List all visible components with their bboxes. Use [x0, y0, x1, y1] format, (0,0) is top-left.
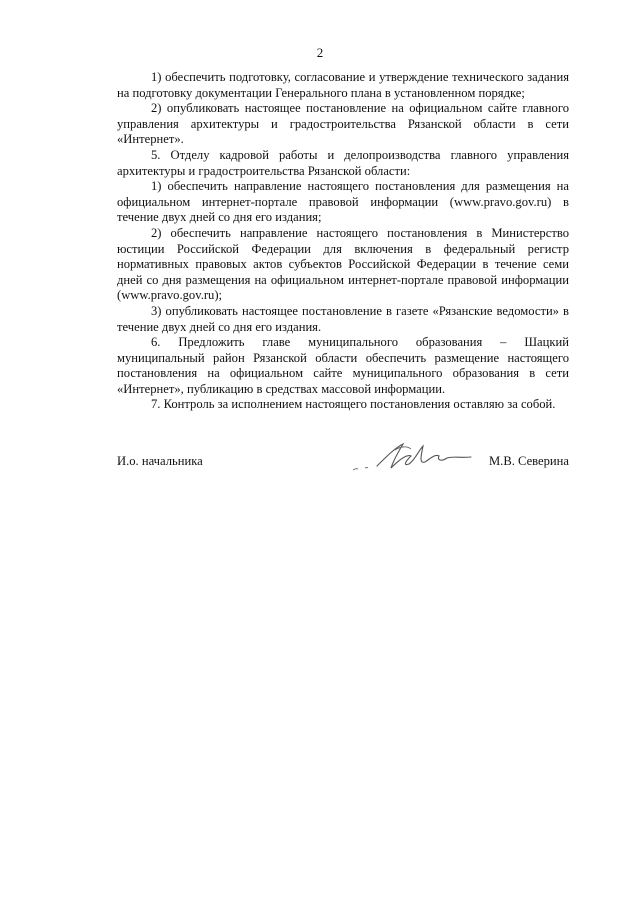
handwritten-signature — [347, 436, 477, 476]
paragraph-1-item: 1) обеспечить подготовку, согласование и утверждение технического задания на подготовку документации Генерального плана в установленном порядке; — [117, 70, 569, 100]
paragraph-2-item: 2) опубликовать настоящее постановление на официальном сайте главного управления архитектуры и градостроительства Рязанской области в сети «Интернет». — [117, 101, 569, 147]
signer-title: И.о. начальника — [117, 454, 203, 468]
paragraph-5-2-item: 2) обеспечить направление настоящего постановления в Министерство юстиции Российской Федерации для включения в федеральный регистр нормативных правовых актов субъектов Российской Федерации в течение семи дней со дня размещения на официальном интернет-портале правовой информации (www.pravo.gov.ru); — [117, 225, 569, 303]
paragraph-section-7: 7. Контроль за исполнением настоящего постановления оставляю за собой. — [151, 397, 556, 412]
paragraph-5-1-item: 1) обеспечить направление настоящего постановления для размещения на официальном интернет-портале правовой информации (www.pravo.gov.ru) в течение двух дней со дня его издания; — [117, 179, 569, 225]
paragraph-5-3-item: 3) опубликовать настоящее постановление в газете «Рязанские ведомости» в течение двух дней со дня его издания. — [117, 303, 569, 334]
paragraph-section-5: 5. Отделу кадровой работы и делопроизводства главного управления архитектуры и градостроительства Рязанской области: — [117, 147, 569, 178]
signer-name: М.В. Северина — [488, 454, 569, 468]
paragraph-section-6: 6. Предложить главе муниципального образования – Шацкий муниципальный район Рязанской области обеспечить размещение настоящего постановления на официальном сайте муниципального образования в сети «Интернет», публикацию в средствах массовой информации. — [117, 335, 569, 396]
page-number: 2 — [316, 45, 324, 60]
signature-block — [117, 446, 569, 486]
document-body — [117, 70, 569, 413]
